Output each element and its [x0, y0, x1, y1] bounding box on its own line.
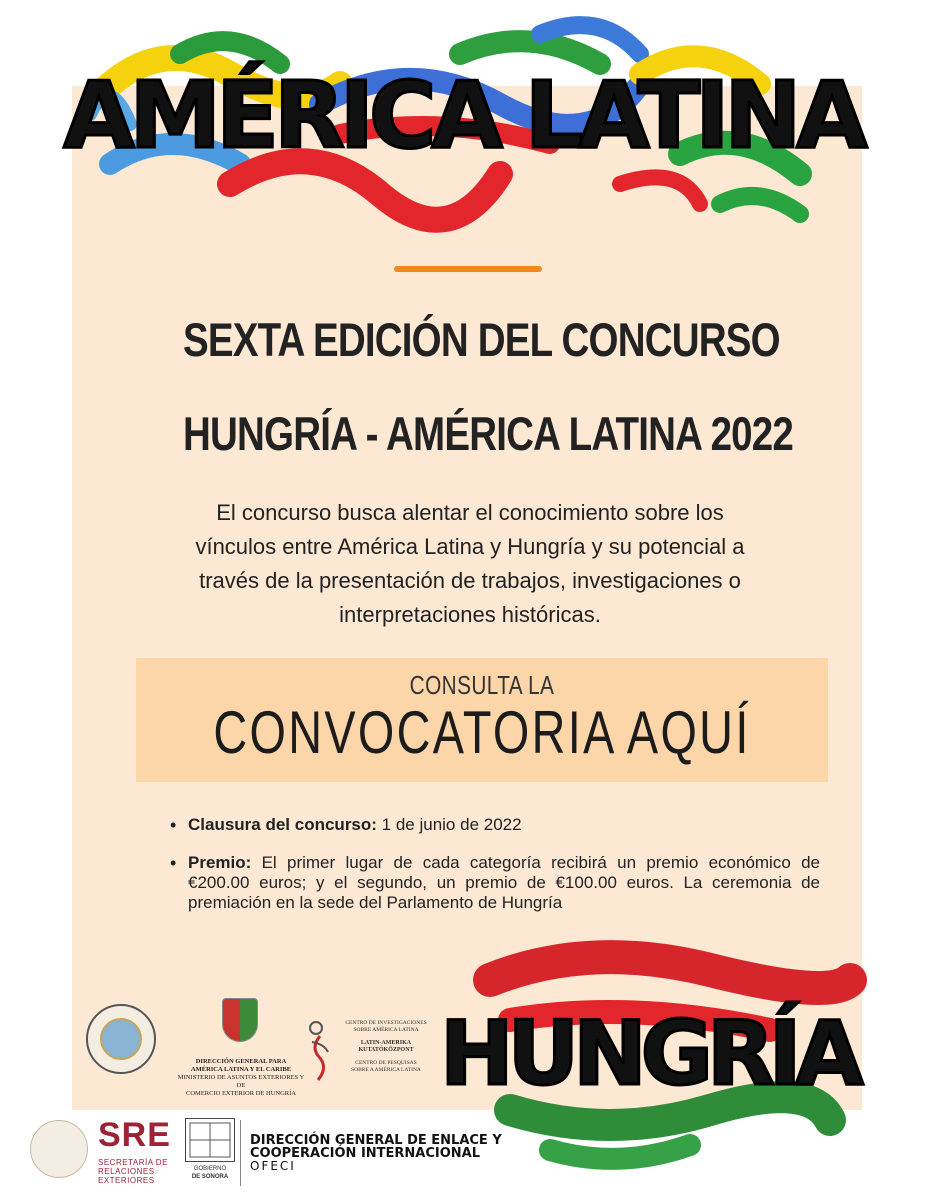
- intro-line: interpretaciones históricas.: [339, 602, 601, 627]
- seal-shield-icon: [100, 1018, 142, 1060]
- ofeci-text-line: DIRECCIÓN GENERAL DE ENLACE Y: [250, 1133, 502, 1148]
- convocatoria-link-button[interactable]: [136, 658, 828, 782]
- hungary-crest-icon: [222, 998, 258, 1042]
- logo-text-line: LATIN-AMERIKA: [360, 1040, 412, 1046]
- intro-line: El concurso busca alentar el conocimiento sobre los: [216, 500, 724, 525]
- list-item: [168, 853, 820, 913]
- intro-line: través de la presentación de trabajos, investigaciones o: [199, 568, 741, 593]
- university-seal-logo: [86, 1004, 156, 1074]
- details-list: [168, 815, 820, 931]
- intro-line: vínculos entre América Latina y Hungría y su potencial a: [195, 534, 745, 559]
- sre-logo-text: SRE: [98, 1116, 171, 1154]
- headline-line-1: SEXTA EDICIÓN DEL CONCURSO: [183, 313, 780, 366]
- ofeci-text-line: OFECI: [250, 1159, 296, 1173]
- list-item: [168, 815, 820, 835]
- sonora-logo-text: [185, 1165, 235, 1181]
- cipd-figure-icon: [306, 1018, 334, 1082]
- sonora-crest-icon: [185, 1118, 235, 1162]
- ofeci-text-line: COOPERACIÓN INTERNACIONAL: [250, 1146, 481, 1161]
- detail-text: 1 de junio de 2022: [376, 815, 522, 834]
- logo-text-line: KUTATÓKÖZPONT: [358, 1047, 414, 1053]
- logo-text-line: AMÉRICA LATINA Y EL CARIBE: [190, 1066, 292, 1073]
- logo-text-line: COMERCIO EXTERIOR DE HUNGRÍA: [186, 1090, 296, 1097]
- footer-divider: [240, 1120, 241, 1186]
- cta-big-label: CONVOCATORIA AQUÍ: [213, 699, 751, 766]
- logo-text-line: CENTRO DE INVESTIGACIONES: [345, 1020, 427, 1026]
- logo-text-line: SOBRE A AMÉRICA LATINA: [351, 1067, 421, 1073]
- sre-subtitle-line: SECRETARÍA DE: [98, 1158, 168, 1167]
- cipd-logo-text: [336, 1020, 436, 1074]
- detail-label: Premio:: [188, 853, 252, 872]
- banner-title: AMÉRICA LATINA: [63, 62, 863, 169]
- sre-subtitle-line: RELACIONES: [98, 1167, 155, 1176]
- logo-text-line: CENTRO DE PESQUISAS: [355, 1060, 417, 1066]
- logo-text-mid: [336, 1040, 436, 1054]
- hungria-title: HUNGRÍA: [440, 1002, 858, 1105]
- sre-subtitle: [98, 1158, 178, 1185]
- logo-text-line: MINISTERIO DE ASUNTOS EXTERIORES Y DE: [177, 1074, 305, 1089]
- ofeci-logo-text: [250, 1134, 502, 1173]
- dir-general-logo-text: [176, 1058, 306, 1098]
- sonora-shield-icon: [186, 1119, 234, 1161]
- intro-paragraph: [150, 496, 790, 632]
- logo-text-line: DIRECCIÓN GENERAL PARA: [195, 1058, 287, 1065]
- headline-line-2: HUNGRÍA - AMÉRICA LATINA 2022: [183, 407, 794, 460]
- detail-label: Clausura del concurso:: [188, 815, 377, 834]
- detail-text: El primer lugar de cada categoría recibirá un premio económico de €200.00 euros; y el segundo, un premio de €100.00 euros. La ceremonia de premiación en la sede del Parlamento de Hungría: [188, 853, 820, 912]
- sre-subtitle-line: EXTERIORES: [98, 1176, 155, 1185]
- accent-divider: [394, 266, 542, 272]
- sonora-text-line: GOBIERNO: [193, 1166, 227, 1172]
- logo-text-line: SOBRE AMÉRICA LATINA: [353, 1027, 419, 1033]
- mexico-emblem-icon: [30, 1120, 88, 1178]
- sonora-text-line: DE SONORA: [191, 1174, 229, 1180]
- cta-small-label: CONSULTA LA: [409, 670, 555, 700]
